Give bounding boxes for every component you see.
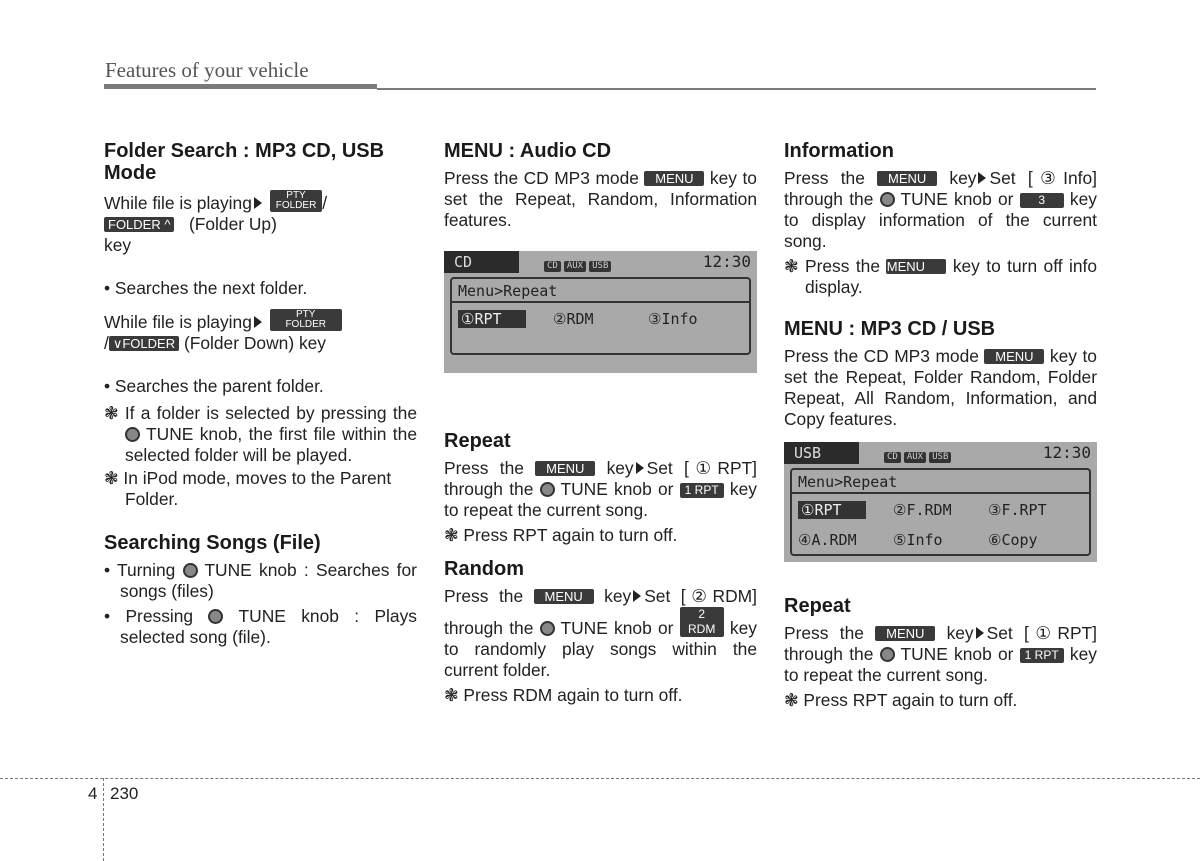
text: Set [②RDM] through the	[444, 586, 757, 638]
screen-time: 12:30	[702, 252, 751, 271]
heading-information: Information	[784, 140, 894, 162]
header-rule-thin	[377, 88, 1096, 90]
tune-knob-icon	[880, 647, 895, 662]
column-2	[444, 140, 757, 706]
arrow-right-icon	[254, 316, 262, 328]
repeat-paragraph	[784, 623, 1097, 686]
text: key to repeat the current song.	[444, 479, 757, 520]
text: ❃ If a folder is selected by pressing the	[104, 403, 417, 423]
heading-folder-search: Folder Search : MP3 CD, USB Mode	[104, 140, 385, 184]
badge-aux: AUX	[904, 452, 926, 463]
text: (Folder Down) key	[183, 333, 327, 353]
arrow-right-icon	[633, 590, 641, 602]
folder-up-key: FOLDER ^	[104, 217, 174, 232]
text: key to randomly play songs within the current folder.	[444, 618, 757, 680]
screen-menu-title: Menu>Repeat	[792, 472, 1089, 494]
note-ipod-mode: ❃ In iPod mode, moves to the Parent Folder.	[104, 468, 392, 509]
menu-key: MENU	[534, 589, 594, 604]
text: key to display information of the current song.	[784, 189, 1097, 251]
badge-aux: AUX	[564, 261, 586, 272]
heading-menu-audio-cd: MENU : Audio CD	[444, 140, 612, 162]
menu-key: MENU	[535, 461, 595, 476]
text: Press the CD MP3 mode	[444, 168, 639, 188]
folder-down-paragraph: While file is playing PTY FOLDER / ∨FOLDER (Folder Down) key	[104, 309, 417, 354]
column-3	[784, 140, 1097, 711]
repeat-paragraph	[444, 458, 757, 521]
text: While file is playing	[104, 312, 252, 332]
footer-vertical-rule	[103, 778, 104, 861]
tune-knob-icon	[183, 563, 198, 578]
text: Set [①RPT] through the	[444, 458, 757, 499]
menu-option-ardm: ④A.RDM	[798, 531, 857, 549]
arrow-right-icon	[254, 197, 262, 209]
heading-searching-songs: Searching Songs (File)	[104, 532, 321, 554]
screen-menu-row	[792, 520, 1089, 550]
menu-key: MENU	[875, 626, 935, 641]
text: Set [③Info] through the	[784, 168, 1097, 209]
key-label: PTY	[286, 190, 306, 201]
text: Press the	[444, 458, 524, 478]
text: key to repeat the current song.	[784, 644, 1097, 685]
three-key: 3	[1020, 193, 1064, 208]
screen-status-bar	[784, 442, 1097, 464]
tune-knob-icon	[880, 192, 895, 207]
page-header-title: Features of your vehicle	[105, 58, 309, 82]
bullet-parent-folder: • Searches the parent folder.	[104, 376, 324, 396]
menu-option-copy: ⑥Copy	[988, 531, 1038, 549]
screen-source: USB	[784, 442, 859, 464]
screen-badges	[544, 256, 614, 277]
text: While file is playing	[104, 193, 252, 213]
tune-knob-icon	[125, 427, 140, 442]
text: TUNE knob, the first file within the selected folder will be played.	[125, 424, 417, 465]
badge-usb: USB	[929, 452, 951, 463]
heading-repeat: Repeat	[444, 430, 511, 452]
menu-option-frpt: ③F.RPT	[988, 501, 1047, 519]
menu-key: MENU	[886, 259, 946, 274]
text: TUNE knob : Plays selected song (file).	[120, 606, 417, 647]
screen-status-bar	[444, 251, 757, 273]
text: /	[322, 193, 328, 213]
note-repeat-off: ❃ Press RPT again to turn off.	[444, 525, 678, 545]
menu-option-rpt: ①RPT	[798, 501, 866, 519]
text: ❃ Press the	[784, 256, 880, 276]
screen-menu-row	[452, 303, 749, 329]
rpt-key: 1 RPT	[1020, 648, 1064, 663]
pty-folder-up-key	[270, 190, 323, 212]
note-repeat-off: ❃ Press RPT again to turn off.	[784, 690, 1018, 710]
menu-key: MENU	[877, 171, 937, 186]
heading-random: Random	[444, 558, 524, 580]
text: TUNE knob or	[560, 618, 674, 638]
text: key to set the Repeat, Folder Random, Folder Repeat, All Random, Information, and Copy features.	[784, 346, 1097, 429]
text: key	[604, 586, 632, 606]
information-paragraph	[784, 168, 1097, 252]
rpt-key: 1 RPT	[680, 483, 724, 498]
screen-menu-row	[792, 494, 1089, 520]
note-random-off: ❃ Press RDM again to turn off.	[444, 685, 683, 705]
chapter-number: 4	[88, 784, 98, 803]
menu-option-frdm: ②F.RDM	[893, 501, 952, 519]
menu-mp3-paragraph	[784, 346, 1097, 430]
bullet-next-folder: • Searches the next folder.	[104, 278, 308, 298]
text: key to turn off info display.	[805, 256, 1097, 297]
bullet-turning	[104, 560, 417, 602]
bullet-pressing	[104, 606, 417, 648]
screen-menu-panel	[450, 277, 751, 355]
badge-cd: CD	[884, 452, 901, 463]
menu-key: MENU	[644, 171, 704, 186]
text: key	[606, 458, 634, 478]
pty-folder-down-key	[270, 309, 342, 331]
usb-menu-screen	[784, 442, 1097, 562]
text: key	[946, 623, 974, 643]
random-paragraph	[444, 586, 757, 681]
text: Press the	[784, 623, 864, 643]
text: TUNE knob : Searches for songs (files)	[120, 560, 417, 601]
screen-badges	[884, 447, 954, 468]
menu-option-rdm: ②RDM	[553, 310, 594, 328]
key-label: PTY	[296, 309, 316, 320]
menu-option-info: ⑤Info	[893, 531, 943, 549]
text: Press the	[784, 168, 865, 188]
heading-repeat: Repeat	[784, 595, 851, 617]
cd-menu-screen	[444, 251, 757, 373]
text: (Folder Up)	[188, 214, 277, 234]
column-1	[104, 140, 417, 648]
header-rule-thick	[104, 84, 377, 89]
tune-knob-icon	[208, 609, 223, 624]
folder-up-paragraph	[104, 190, 417, 256]
key-label: FOLDER	[275, 200, 317, 211]
screen-source: CD	[444, 251, 519, 273]
text: • Pressing	[104, 606, 194, 626]
text: Press the	[444, 586, 524, 606]
heading-menu-mp3-usb: MENU : MP3 CD / USB	[784, 318, 996, 340]
text: key	[104, 235, 132, 255]
menu-cd-paragraph	[444, 168, 757, 231]
text: key to set the Repeat, Random, Information features.	[444, 168, 757, 230]
text: TUNE knob or	[900, 644, 1014, 664]
rdm-key: 2 RDM	[680, 607, 724, 637]
note-info-off	[784, 256, 1097, 298]
text: key	[949, 168, 977, 188]
text: TUNE knob or	[900, 189, 1014, 209]
menu-option-rpt: ①RPT	[458, 310, 526, 328]
text: Set [①RPT] through the	[784, 623, 1097, 664]
key-label: FOLDER	[285, 319, 327, 330]
arrow-right-icon	[976, 627, 984, 639]
tune-knob-icon	[540, 482, 555, 497]
footer-rule	[0, 778, 1200, 779]
page-number: 230	[110, 784, 139, 803]
text: Press the CD MP3 mode	[784, 346, 979, 366]
badge-usb: USB	[589, 261, 611, 272]
menu-key: MENU	[984, 349, 1044, 364]
arrow-right-icon	[978, 172, 986, 184]
badge-cd: CD	[544, 261, 561, 272]
folder-down-key: ∨FOLDER	[109, 336, 179, 351]
screen-menu-panel	[790, 468, 1091, 556]
text: • Turning	[104, 560, 176, 580]
arrow-right-icon	[636, 462, 644, 474]
screen-time: 12:30	[1042, 443, 1091, 462]
menu-option-info: ③Info	[648, 310, 698, 328]
note-folder-selected	[104, 403, 417, 466]
text: TUNE knob or	[560, 479, 674, 499]
tune-knob-icon	[540, 621, 555, 636]
screen-menu-title: Menu>Repeat	[452, 281, 749, 303]
